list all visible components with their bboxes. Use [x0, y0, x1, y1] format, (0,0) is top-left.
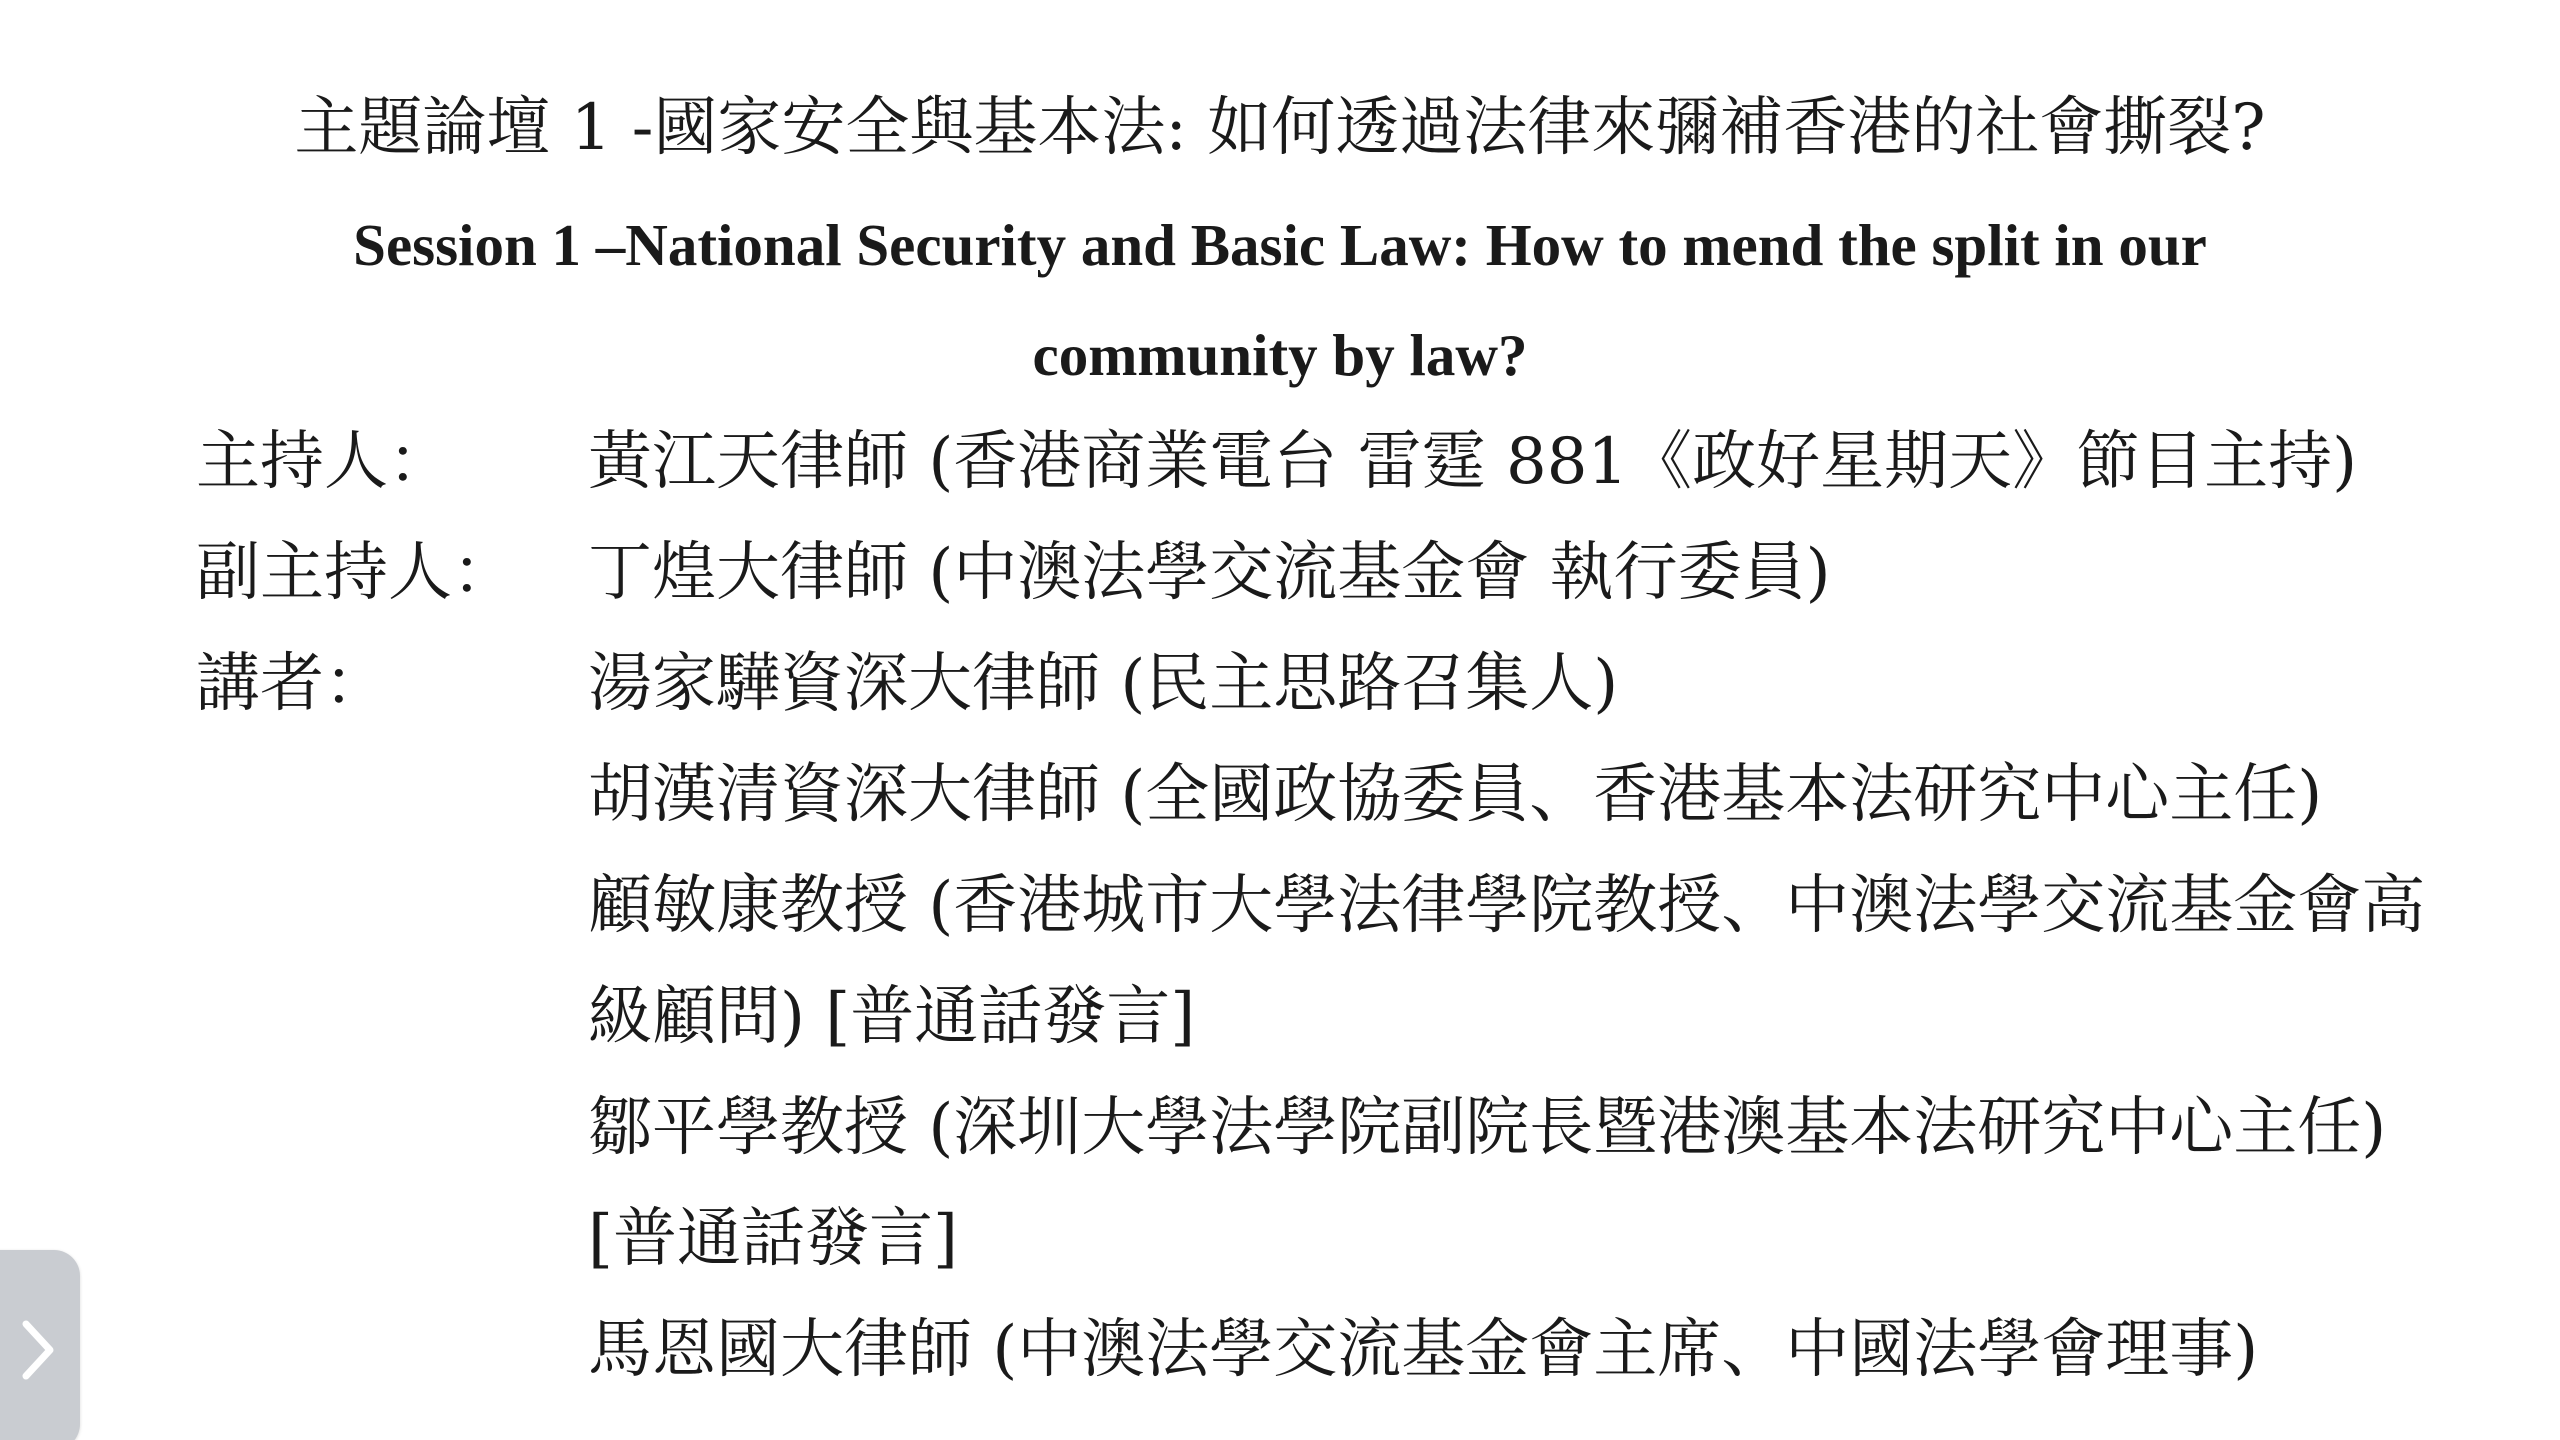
side-panel-toggle-button[interactable] — [0, 1250, 80, 1440]
session-title-english-line2: community by law? — [1032, 322, 1528, 388]
speaker-line: 級顧問) [普通話發言] — [588, 980, 1196, 1054]
speaker-line: 湯家驊資深大律師 (民主思路召集人) — [588, 647, 1619, 721]
session-title-english-line1: Session 1 –National Security and Basic Law: How to mend the split in our — [353, 212, 2207, 278]
speaker-line: 鄒平學教授 (深圳大學法學院副院長暨港澳基本法研究中心主任) — [588, 1091, 2387, 1165]
chevron-right-icon — [18, 1318, 58, 1382]
host-value: 黃江天律師 (香港商業電台 雷霆 881《政好星期天》節目主持) — [588, 425, 2358, 499]
speaker-line: [普通話發言] — [588, 1202, 958, 1276]
speaker-line: 馬恩國大律師 (中澳法學交流基金會主席、中國法學會理事) — [588, 1313, 2259, 1387]
session-title-chinese: 主題論壇 1 -國家安全與基本法: 如何透過法律來彌補香港的社會撕裂? — [294, 91, 2266, 165]
co-host-value: 丁煌大律師 (中澳法學交流基金會 執行委員) — [588, 536, 1831, 610]
speakers-label: 講者： — [196, 647, 388, 721]
co-host-label: 副主持人： — [196, 536, 516, 610]
speaker-line: 顧敏康教授 (香港城市大學法律學院教授、中澳法學交流基金會高 — [588, 869, 2426, 943]
host-label: 主持人： — [196, 425, 452, 499]
speaker-line: 胡漢清資深大律師 (全國政協委員、香港基本法研究中心主任) — [588, 758, 2323, 832]
